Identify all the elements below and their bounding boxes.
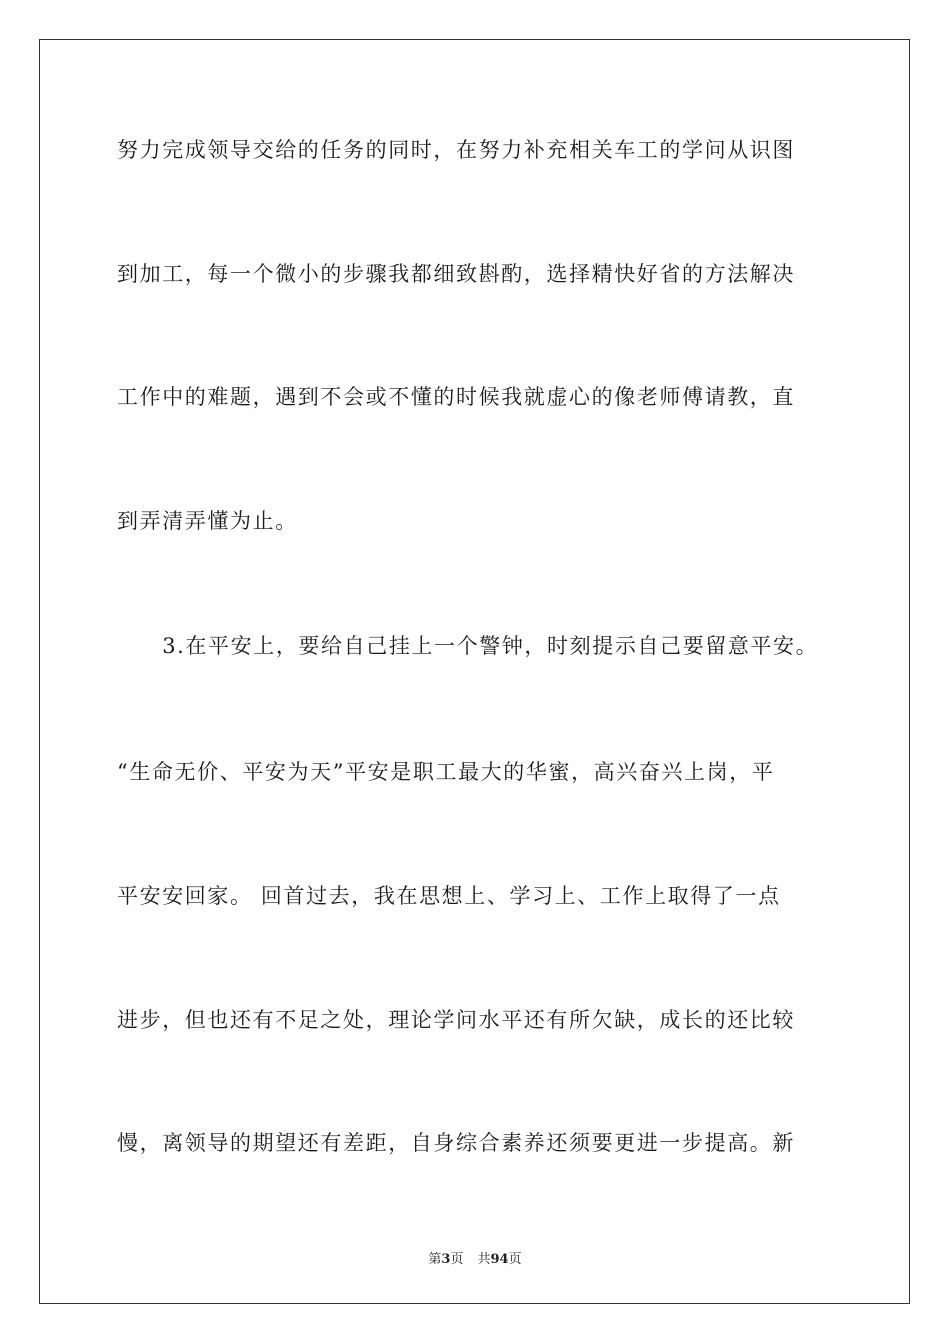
text-line: 工作中的难题，遇到不会或不懂的时候我就虚心的像老师傅请教，直	[117, 385, 795, 409]
footer-page-number: 3	[441, 1252, 451, 1267]
footer-total-prefix: 共	[477, 1252, 491, 1267]
text-line: 平安安回家。 回首过去，我在思想上、学习上、工作上取得了一点	[117, 884, 781, 908]
page-footer	[0, 1248, 950, 1267]
page-border	[39, 39, 910, 1304]
text-line: “生命无价、平安为天”平安是职工最大的华蜜，高兴奋兴上岗，平	[117, 760, 775, 784]
text-line: 进步，但也还有不足之处，理论学问水平还有所欠缺，成长的还比较	[117, 1008, 795, 1032]
text-line: 到加工，每一个微小的步骤我都细致斟酌，选择精快好省的方法解决	[117, 262, 795, 286]
footer-prefix: 第	[428, 1252, 442, 1267]
text-line: 慢，离领导的期望还有差距，自身综合素养还须要更进一步提高。新	[117, 1131, 795, 1155]
footer-total-suffix: 页	[508, 1252, 522, 1267]
text-line: 努力完成领导交给的任务的同时，在努力补充相关车工的学问从识图	[117, 138, 795, 162]
footer-total-pages: 94	[490, 1252, 509, 1267]
text-line: 到弄清弄懂为止。	[117, 509, 298, 533]
text-line: 3.在平安上，要给自己挂上一个警钟，时刻提示自己要留意平安。	[117, 634, 819, 658]
footer-page-suffix: 页	[450, 1252, 464, 1267]
